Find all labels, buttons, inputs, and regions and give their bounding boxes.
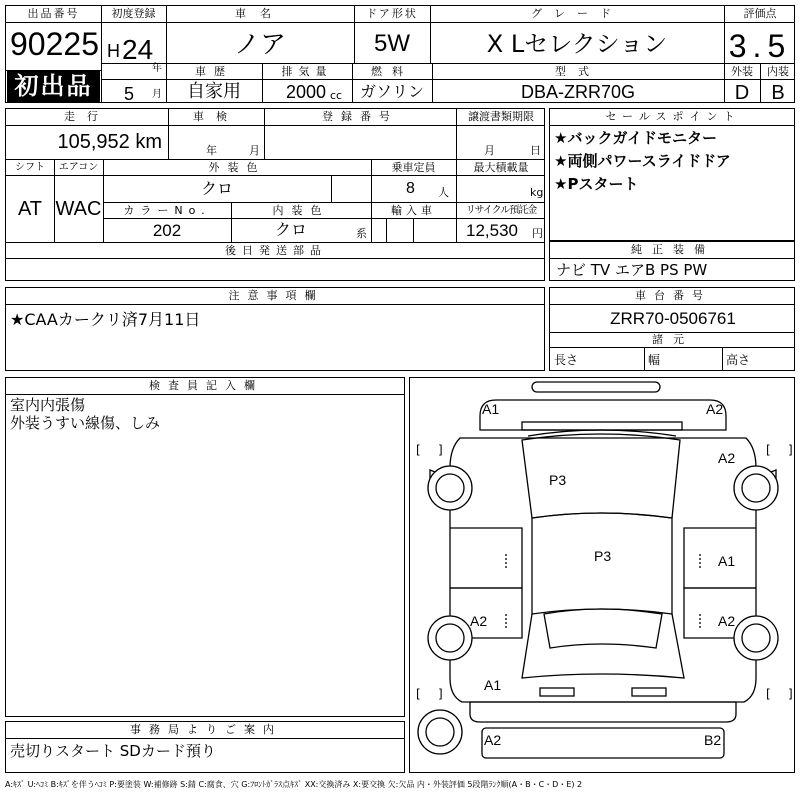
capacity: 8 [406,180,415,197]
chassis-number: ZRR70-0506761 [610,309,736,328]
exterior-header: 外装 [731,65,753,78]
notes-section [5,287,545,371]
lot-number: 90225 [10,26,99,62]
legend: A:ｷｽﾞ U:ﾍｺﾐ B:ｷｽﾞを伴うﾍｺﾐ P:要塗装 W:補修跡 S:錆 C:腐食、穴 G:ﾌﾛﾝﾄｶﾞﾗｽ点ｷｽﾞ XX:交換済み X:要交換 欠:欠品 内・外装評価 5段階ﾗﾝｸ順(A・B・C・D・E) 2 [5,780,583,789]
height-label: 高さ [726,353,751,367]
notes-header: 注意事項欄 [228,289,324,302]
svg-text:[: [ [766,443,771,457]
car-outline [410,378,796,774]
top-section [5,5,795,103]
year: 24 [122,34,154,65]
history: 自家用 [187,81,241,102]
sales-point-item: ★バックガイドモニター [554,129,717,147]
office-text: 売切りスタート SDカード預り [10,742,216,760]
fuel-header: 燃料 [371,65,413,78]
shift-header: シフト [15,162,45,173]
office-section [5,721,405,773]
score-header: 評価点 [743,7,777,20]
int-color: クロ [274,220,307,239]
exterior-grade: D [734,82,750,104]
max-load-unit: kg [530,186,544,199]
ext-color: クロ [200,179,233,198]
mark-front-left: A1 [482,401,500,417]
ext-color-header: 外装色 [208,161,266,174]
sales-point-item: ★両側パワースライドドア [554,152,731,170]
month-unit: 月 [152,89,162,100]
length-label: 長さ [554,353,579,367]
score: 3.5 [728,28,792,64]
inspector-section [5,377,405,717]
mark-rear-right: B2 [704,732,722,748]
mark-left-rear-door: A2 [470,613,488,629]
car-name: ノア [233,30,286,60]
transfer-month-unit: 月 [484,144,495,157]
mark-rear-left: A2 [484,732,502,748]
equipment-header: 純正装備 [631,243,715,256]
history-header: 車歴 [195,65,233,78]
era: H [107,41,120,61]
sales-point-item: ★Pスタート [554,175,639,193]
year-unit: 年 [152,63,162,74]
import-header: 輸入車 [391,204,436,217]
grade: X Lセレクション [486,30,668,58]
chassis-header: 車台番号 [635,289,711,302]
aircon-header: エアコン [58,162,99,173]
lot-number-header: 出品番号 [27,7,80,20]
registration-header: 登録番号 [322,110,398,123]
svg-text:]: ] [788,443,793,457]
car-name-header: 車名 [235,7,285,20]
dims-header: 諸元 [652,333,694,346]
inspector-line: 室内内張傷 [10,396,86,414]
int-color-suffix: 系 [356,227,367,240]
recycle-header: リサイクル預託金 [465,205,537,216]
inspector-line: 外装うすい線傷、しみ [10,414,161,432]
equipment-section [549,241,795,281]
mileage-header: 走行 [64,110,110,123]
mark-hood: P3 [549,472,567,488]
first-listing-label: 初出品 [14,72,93,100]
capacity-header: 乗車定員 [391,161,436,174]
month: 5 [124,84,135,104]
inspection-year-unit: 年 [206,144,217,157]
notes-text: ★CAAカークリ済7月11日 [10,310,201,329]
details-section [5,108,545,281]
mark-right-door: A1 [718,553,736,569]
displacement-header: 排気量 [281,65,333,78]
displacement-unit: cc [330,89,343,102]
max-load-header: 最大積載量 [473,161,529,174]
svg-text:]: ] [438,687,443,701]
door-type: 5W [374,30,410,57]
svg-text:]: ] [438,443,443,457]
sales-points-section [549,108,795,241]
model: DBA-ZRR70G [520,82,636,102]
office-header: 事務局よりご案内 [130,723,282,736]
recycle-fee: 12,530 [466,221,518,240]
inspection-month-unit: 月 [249,144,260,157]
color-no: 202 [152,221,182,240]
svg-text:[: [ [766,687,771,701]
svg-text:]: ] [788,687,793,701]
color-no-header: カラーNo. [123,204,211,217]
grade-header: グレード [531,7,623,20]
first-registration-header: 初度登録 [111,7,156,20]
door-header: ドア形状 [366,7,418,20]
inspector-header: 検査員記入欄 [149,379,263,392]
transfer-day-unit: 日 [530,144,541,157]
inspection-header: 車検 [193,110,239,123]
equipment-value: ナビ TV エアB PS PW [556,261,708,279]
int-color-header: 内装色 [272,204,330,217]
capacity-unit: 人 [438,186,449,199]
aircon: WAC [55,198,102,220]
fuel: ガソリン [359,82,424,101]
width-label: 幅 [648,353,661,367]
chassis-section [549,287,795,371]
mark-front-right: A2 [706,401,724,417]
mark-left-rear-quarter: A1 [484,677,502,693]
svg-text:[: [ [416,687,421,701]
displacement: 2000 [286,82,327,102]
later-parts-header: 後日発送部品 [225,244,327,257]
interior-grade: B [771,82,785,104]
sales-points-header: セールスポイント [605,110,741,123]
svg-text:[: [ [416,443,421,457]
transfer-header: 譲渡書類期限 [468,110,534,123]
mark-right-rear-door: A2 [718,613,736,629]
model-header: 型式 [555,65,601,78]
car-damage-diagram [409,377,795,773]
mark-right-front-wheel: A2 [718,450,736,466]
shift: AT [17,198,43,220]
mark-roof: P3 [594,548,612,564]
recycle-unit: 円 [532,227,543,240]
interior-header: 内装 [767,65,789,78]
mileage: 105,952 km [57,131,162,153]
